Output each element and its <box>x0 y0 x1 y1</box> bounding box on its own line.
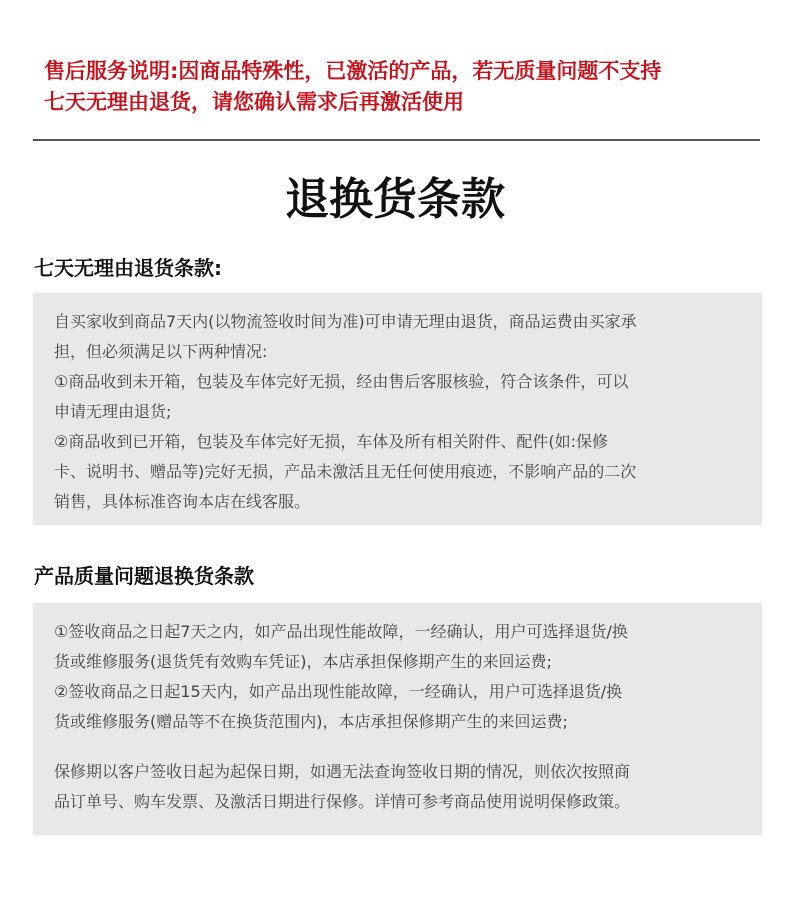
page-title: 退换货条款 <box>285 174 505 225</box>
notice-line-2: 七天无理由退货，请您确认需求后再激活使用 <box>44 90 464 114</box>
section-heading-quality-return: 产品质量问题退换货条款 <box>34 564 254 588</box>
terms-line: ②商品收到已开箱，包装及车体完好无损，车体及所有相关附件、配件(如:保修 <box>54 432 608 451</box>
terms-line: 货或维修服务(赠品等不在换货范围内)，本店承担保修期产生的来回运费; <box>54 712 568 731</box>
paragraph-gap <box>54 737 740 757</box>
terms-line: 申请无理由退货; <box>54 402 172 421</box>
seven-day-return-terms-box <box>33 293 762 525</box>
terms-line: ②签收商品之日起15天内，如产品出现性能故障，一经确认，用户可选择退货/换 <box>54 682 623 701</box>
after-sales-notice <box>44 56 764 118</box>
quality-return-terms-box <box>33 603 762 835</box>
terms-line: 销售，具体标准咨询本店在线客服。 <box>54 492 311 511</box>
section-heading-seven-day-return: 七天无理由退货条款: <box>34 256 222 280</box>
terms-line: ①签收商品之日起7天之内，如产品出现性能故障，一经确认，用户可选择退货/换 <box>54 622 628 641</box>
terms-line: 保修期以客户签收日起为起保日期，如遇无法查询签收日期的情况，则依次按照商 <box>54 762 631 781</box>
terms-line: 卡、说明书、赠品等)完好无损，产品未激活且无任何使用痕迹，不影响产品的二次 <box>54 462 637 481</box>
terms-line: ①商品收到未开箱，包装及车体完好无损，经由售后客服核验，符合该条件，可以 <box>54 372 629 391</box>
terms-line: 自买家收到商品7天内(以物流签收时间为准)可申请无理由退货，商品运费由买家承 <box>54 312 637 331</box>
notice-line-1: 售后服务说明:因商品特殊性，已激活的产品，若无质量问题不支持 <box>44 59 662 83</box>
terms-line: 货或维修服务(退货凭有效购车凭证)，本店承担保修期产生的来回运费; <box>54 652 552 671</box>
terms-line: 担，但必须满足以下两种情况: <box>54 342 268 361</box>
divider <box>33 139 760 141</box>
terms-line: 品订单号、购车发票、及激活日期进行保修。详情可参考商品使用说明保修政策。 <box>54 792 631 811</box>
